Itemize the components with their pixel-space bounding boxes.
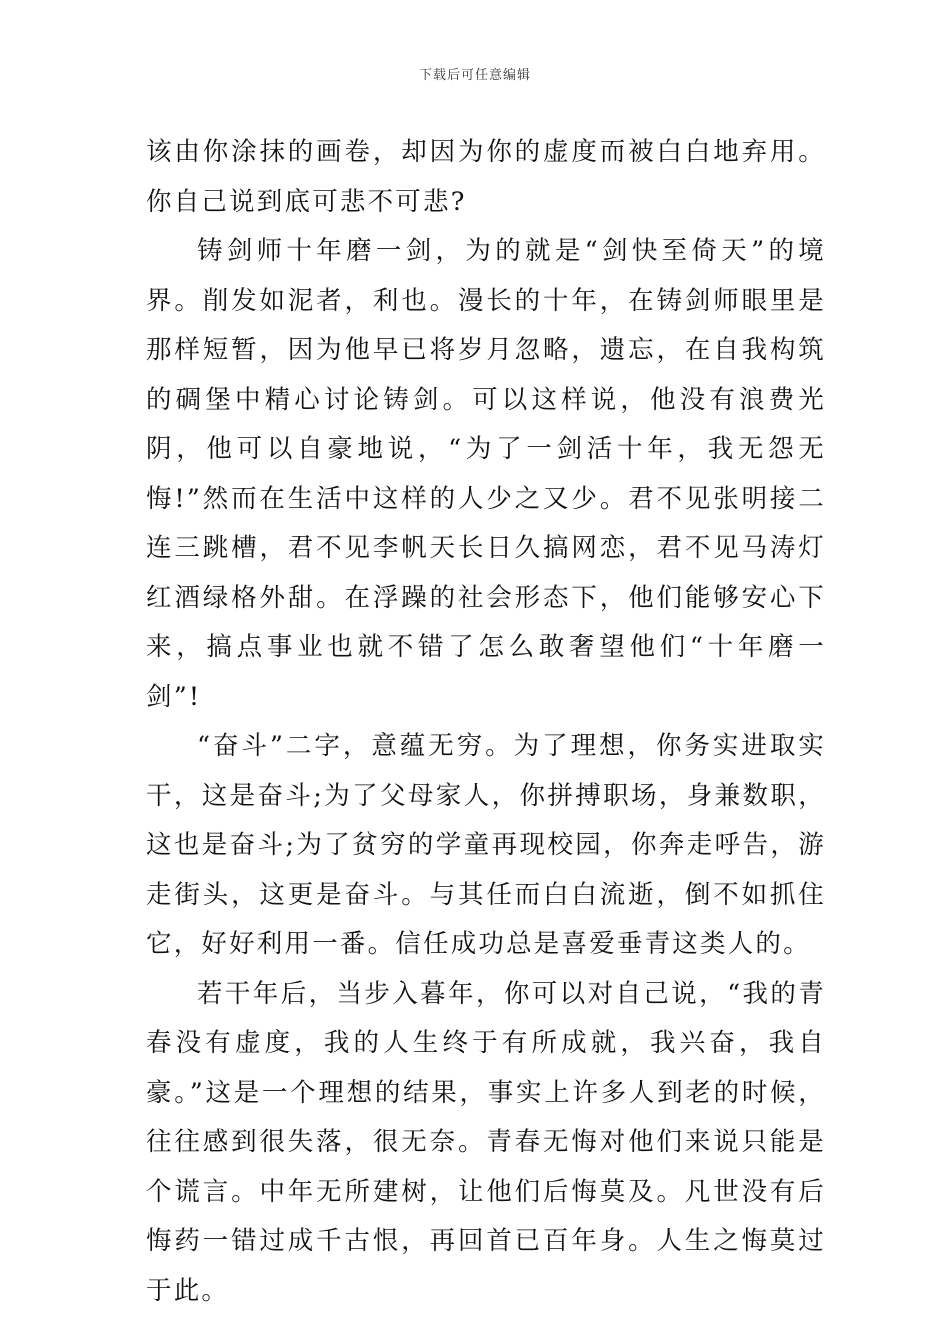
document-body	[146, 128, 826, 1316]
paragraph-1: 该由你涂抹的画卷，却因为你的虚度而被白白地弃用。你自己说到底可悲不可悲?	[146, 137, 826, 217]
page-header: 下载后可任意编辑	[418, 68, 531, 83]
paragraph-4: 若干年后，当步入暮年，你可以对自己说，“我的青春没有虚度，我的人生终于有所成就，我兴奋，我自豪。”这是一个理想的结果，事实上许多人到老的时候，往往感到很失落，很无奈。青春无悔对他们来说只能是个谎言。中年无所建树，让他们后悔莫及。凡世没有后悔药一错过成千古恨，再回首已百年身。人生之悔莫过于此。	[146, 978, 826, 1306]
paragraph-3: “奋斗”二字，意蕴无穷。为了理想，你务实进取实干，这是奋斗;为了父母家人，你拼搏职场，身兼数职，这也是奋斗;为了贫穷的学童再现校园，你奔走呼告，游走街头，这更是奋斗。与其任而白白流逝，倒不如抓住它，好好利用一番。信任成功总是喜爱垂青这类人的。	[146, 731, 826, 959]
paragraph-2: 铸剑师十年磨一剑，为的就是“剑快至倚天”的境界。削发如泥者，利也。漫长的十年，在铸剑师眼里是那样短暂，因为他早已将岁月忽略，遗忘，在自我构筑的碉堡中精心讨论铸剑。可以这样说，他没有浪费光阴，他可以自豪地说，“为了一剑活十年，我无怨无悔!”然而在生活中这样的人少之又少。君不见张明接二连三跳槽，君不见李帆天长日久搞网恋，君不见马涛灯红酒绿格外甜。在浮躁的社会形态下，他们能够安心下来，搞点事业也就不错了怎么敢奢望他们“十年磨一剑”!	[146, 236, 826, 712]
